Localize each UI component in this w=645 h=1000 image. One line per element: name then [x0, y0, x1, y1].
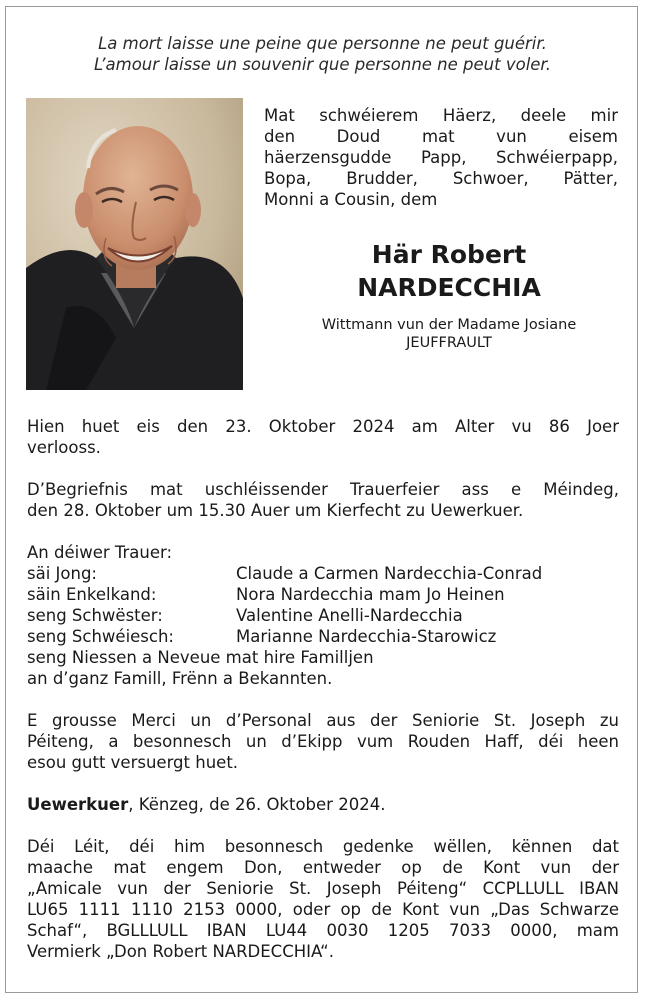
mourner-names: Claude a Carmen Nardecchia-Conrad [236, 564, 543, 583]
place-name: Uewerkuer [27, 795, 129, 814]
intro-line: häerzensgudde Papp, Schwéierpapp, [264, 148, 618, 167]
donation-text [27, 836, 619, 962]
donation-line: Déi Léit, déi him besonnesch gedenke wëllen, kënnen dat [27, 837, 619, 856]
date-text: , Kënzeg, de 26. Oktober 2024. [128, 795, 386, 814]
thanks-line: E grousse Merci un d’Personal aus der Seniorie St. Joseph zu [27, 711, 619, 730]
mourner-role: seng Schwëster: [27, 606, 163, 625]
mourner-names: Marianne Nardecchia-Starowicz [236, 627, 497, 646]
donation-line: Vermierk „Don Robert NARDECCHIA“. [27, 942, 334, 961]
deceased-surname: NARDECCHIA [357, 273, 541, 302]
death-line: verlooss. [27, 438, 101, 457]
death-line: Hien huet eis den 23. Oktober 2024 am Alter vu 86 Joer [27, 417, 619, 436]
mourner-role: säin Enkelkand: [27, 585, 157, 604]
mourner-row [27, 626, 619, 647]
place-date [27, 794, 619, 815]
thanks-line: esou gutt versuergt huet. [27, 753, 239, 772]
mourner-row [27, 605, 619, 626]
mourners-list [27, 542, 619, 689]
mourner-row [27, 563, 619, 584]
mourner-role: seng Schwéiesch: [27, 627, 174, 646]
funeral-line: den 28. Oktober um 15.30 Auer um Kierfecht zu Uewerkuer. [27, 501, 524, 520]
intro-text [264, 105, 618, 210]
thanks-line: Péiteng, a besonnesch un d’Ekipp vum Rouden Haff, déi heen [27, 732, 619, 751]
mourner-names: Nora Nardecchia mam Jo Heinen [236, 585, 505, 604]
mourners-extra: an d’ganz Famill, Frënn a Bekannten. [27, 669, 333, 688]
mourner-names: Valentine Anelli-Nardecchia [236, 606, 463, 625]
thanks-text [27, 710, 619, 773]
death-announcement [27, 416, 619, 458]
portrait-illustration [26, 98, 243, 390]
mourner-row [27, 584, 619, 605]
donation-line: maache mat engem Don, entweder op de Kont vun der [27, 858, 619, 877]
intro-line: den Doud mat vun eisem [264, 127, 618, 146]
portrait-photo [26, 98, 243, 390]
deceased-name [296, 238, 602, 304]
widower-line2: JEUFFRAULT [406, 335, 492, 351]
mourners-heading: An déiwer Trauer: [27, 543, 173, 562]
memorial-quote [0, 33, 645, 75]
quote-line: La mort laisse une peine que personne ne peut guérir. [98, 34, 547, 53]
quote-line: L’amour laisse un souvenir que personne ne peut voler. [94, 55, 551, 74]
intro-line: Monni a Cousin, dem [264, 190, 438, 209]
deceased-title-name: Här Robert [371, 240, 527, 269]
donation-line: „Amicale vun der Seniorie St. Joseph Péiteng“ CCPLLULL IBAN [27, 879, 619, 898]
intro-line: Mat schwéierem Häerz, deele mir [264, 106, 618, 125]
mourners-extra: seng Niessen a Neveue mat hire Familljen [27, 648, 374, 667]
widower-line [280, 316, 618, 352]
mourner-role: säi Jong: [27, 564, 97, 583]
donation-line: LU65 1111 1110 2153 0000, oder op de Kont vun „Das Schwarze [27, 900, 619, 919]
intro-line: Bopa, Brudder, Schwoer, Pätter, [264, 169, 618, 188]
funeral-line: D’Begriefnis mat uschléissender Trauerfeier ass e Méindeg, [27, 480, 619, 499]
widower-line1: Wittmann vun der Madame Josiane [321, 317, 577, 333]
funeral-info [27, 479, 619, 521]
donation-line: Schaf“, BGLLLULL IBAN LU44 0030 1205 7033 0000, mam [27, 921, 619, 940]
